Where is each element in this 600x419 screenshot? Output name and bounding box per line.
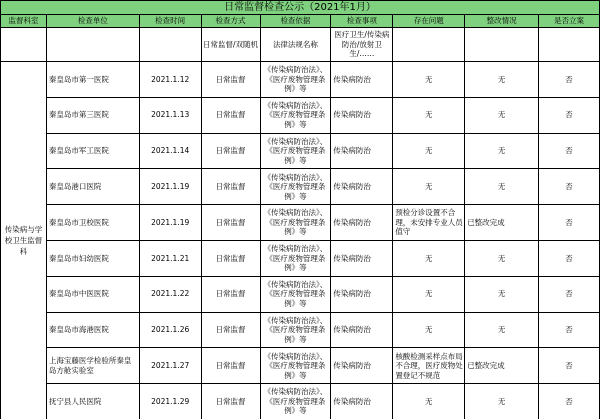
rectify-cell[interactable]: 无 [465, 62, 539, 98]
filed-cell[interactable]: 否 [539, 240, 600, 276]
method-cell[interactable]: 日常监督 [201, 276, 260, 312]
basis-cell[interactable]: 《传染病防治法》、《医疗废物管理条例》等 [260, 348, 331, 384]
department-cell[interactable]: 传染病与学校卫生监督科 [1, 62, 47, 419]
subheader-method[interactable]: 日常监督/双随机 [201, 28, 260, 62]
filed-cell[interactable]: 否 [539, 97, 600, 133]
date-cell[interactable]: 2021.1.29 [139, 384, 201, 419]
item-cell[interactable]: 传染病防治 [331, 240, 393, 276]
rectify-cell[interactable]: 无 [465, 384, 539, 419]
problem-cell[interactable]: 无 [393, 384, 465, 419]
rectify-cell[interactable]: 无 [465, 169, 539, 205]
unit-cell[interactable]: 上海宝藤医学检验所秦皇岛方舱实验室 [46, 348, 139, 384]
subheader-cell[interactable] [1, 28, 47, 62]
item-cell[interactable]: 传染病防治 [331, 348, 393, 384]
table-row [1, 169, 600, 205]
rectify-cell[interactable]: 无 [465, 276, 539, 312]
header-unit[interactable]: 检查单位 [46, 15, 139, 28]
table-row [1, 97, 600, 133]
rectify-cell[interactable]: 无 [465, 312, 539, 348]
unit-cell[interactable]: 抚宁县人民医院 [46, 384, 139, 419]
header-date[interactable]: 检查时间 [139, 15, 201, 28]
method-cell[interactable]: 日常监督 [201, 205, 260, 241]
filed-cell[interactable]: 否 [539, 276, 600, 312]
table-row [1, 62, 600, 98]
date-cell[interactable]: 2021.1.19 [139, 169, 201, 205]
item-cell[interactable]: 传染病防治 [331, 205, 393, 241]
header-item[interactable]: 检查事项 [331, 15, 393, 28]
rectify-cell[interactable]: 无 [465, 240, 539, 276]
subheader-row [1, 28, 600, 62]
unit-cell[interactable]: 秦皇岛市中医医院 [46, 276, 139, 312]
subheader-basis[interactable]: 法律法规名称 [260, 28, 331, 62]
filed-cell[interactable]: 否 [539, 133, 600, 169]
subheader-item[interactable]: 医疗卫生/传染病防治/放射卫生/…… [331, 28, 393, 62]
problem-cell[interactable]: 无 [393, 133, 465, 169]
table-row [1, 276, 600, 312]
filed-cell[interactable]: 否 [539, 169, 600, 205]
unit-cell[interactable]: 秦皇岛市卫校医院 [46, 205, 139, 241]
header-row [1, 15, 600, 28]
filed-cell[interactable]: 否 [539, 62, 600, 98]
rectify-cell[interactable]: 无 [465, 133, 539, 169]
method-cell[interactable]: 日常监督 [201, 133, 260, 169]
problem-cell[interactable]: 无 [393, 97, 465, 133]
date-cell[interactable]: 2021.1.22 [139, 276, 201, 312]
header-filed[interactable]: 是否立案 [539, 15, 600, 28]
subheader-cell[interactable] [393, 28, 465, 62]
method-cell[interactable]: 日常监督 [201, 169, 260, 205]
date-cell[interactable]: 2021.1.27 [139, 348, 201, 384]
basis-cell[interactable]: 《传染病防治法》、《医疗废物管理条例》等 [260, 240, 331, 276]
filed-cell[interactable]: 否 [539, 384, 600, 419]
subheader-cell[interactable] [465, 28, 539, 62]
header-method[interactable]: 检查方式 [201, 15, 260, 28]
method-cell[interactable]: 日常监督 [201, 240, 260, 276]
basis-cell[interactable]: 《传染病防治法》、《医疗废物管理条例》等 [260, 62, 331, 98]
basis-cell[interactable]: 《传染病防治法》、《医疗废物管理条例》等 [260, 312, 331, 348]
method-cell[interactable]: 日常监督 [201, 97, 260, 133]
table-row [1, 348, 600, 384]
table-row [1, 133, 600, 169]
problem-cell[interactable]: 无 [393, 276, 465, 312]
subheader-cell[interactable] [46, 28, 139, 62]
item-cell[interactable]: 传染病防治 [331, 97, 393, 133]
problem-cell[interactable]: 预检分诊设置不合理，未安排专业人员值守 [393, 205, 465, 241]
item-cell[interactable]: 传染病防治 [331, 169, 393, 205]
basis-cell[interactable]: 《传染病防治法》、《医疗废物管理条例》等 [260, 384, 331, 419]
table-row [1, 384, 600, 419]
problem-cell[interactable]: 无 [393, 62, 465, 98]
basis-cell[interactable]: 《传染病防治法》、《医疗废物管理条例》等 [260, 276, 331, 312]
filed-cell[interactable]: 否 [539, 348, 600, 384]
date-cell[interactable]: 2021.1.21 [139, 240, 201, 276]
unit-cell[interactable]: 秦皇岛市第一医院 [46, 62, 139, 98]
item-cell[interactable]: 传染病防治 [331, 312, 393, 348]
rectify-cell[interactable]: 已整改完成 [465, 348, 539, 384]
subheader-cell[interactable] [139, 28, 201, 62]
date-cell[interactable]: 2021.1.13 [139, 97, 201, 133]
unit-cell[interactable]: 秦皇岛市第三医院 [46, 97, 139, 133]
rectify-cell[interactable]: 无 [465, 97, 539, 133]
item-cell[interactable]: 传染病防治 [331, 133, 393, 169]
table-title[interactable]: 日常监督检查公示（2021年1月） [1, 1, 600, 15]
problem-cell[interactable]: 无 [393, 169, 465, 205]
header-basis[interactable]: 检查依据 [260, 15, 331, 28]
method-cell[interactable]: 日常监督 [201, 312, 260, 348]
date-cell[interactable]: 2021.1.14 [139, 133, 201, 169]
method-cell[interactable]: 日常监督 [201, 384, 260, 419]
item-cell[interactable]: 传染病防治 [331, 384, 393, 419]
problem-cell[interactable]: 无 [393, 312, 465, 348]
problem-cell[interactable]: 无 [393, 240, 465, 276]
unit-cell[interactable]: 秦皇岛市军工医院 [46, 133, 139, 169]
basis-cell[interactable]: 《传染病防治法》、《医疗废物管理条例》等 [260, 133, 331, 169]
header-problem[interactable]: 存在问题 [393, 15, 465, 28]
basis-cell[interactable]: 《传染病防治法》、《医疗废物管理条例》等 [260, 205, 331, 241]
basis-cell[interactable]: 《传染病防治法》、《医疗废物管理条例》等 [260, 97, 331, 133]
item-cell[interactable]: 传染病防治 [331, 62, 393, 98]
header-department[interactable]: 监督科室 [1, 15, 47, 28]
filed-cell[interactable]: 否 [539, 312, 600, 348]
subheader-cell[interactable] [539, 28, 600, 62]
table-row [1, 240, 600, 276]
filed-cell[interactable]: 否 [539, 205, 600, 241]
method-cell[interactable]: 日常监督 [201, 62, 260, 98]
date-cell[interactable]: 2021.1.19 [139, 205, 201, 241]
unit-cell[interactable]: 秦皇岛市海港医院 [46, 312, 139, 348]
unit-cell[interactable]: 秦皇岛市妇幼医院 [46, 240, 139, 276]
header-rectify[interactable]: 整改情况 [465, 15, 539, 28]
method-cell[interactable]: 日常监督 [201, 348, 260, 384]
basis-cell[interactable]: 《传染病防治法》、《医疗废物管理条例》等 [260, 169, 331, 205]
problem-cell[interactable]: 核酸检测采样点布局不合理，医疗废物处置登记不规范 [393, 348, 465, 384]
date-cell[interactable]: 2021.1.26 [139, 312, 201, 348]
rectify-cell[interactable]: 已整改完成 [465, 205, 539, 241]
date-cell[interactable]: 2021.1.12 [139, 62, 201, 98]
unit-cell[interactable]: 秦皇岛港口医院 [46, 169, 139, 205]
table-row [1, 205, 600, 241]
table-row [1, 312, 600, 348]
item-cell[interactable]: 传染病防治 [331, 276, 393, 312]
